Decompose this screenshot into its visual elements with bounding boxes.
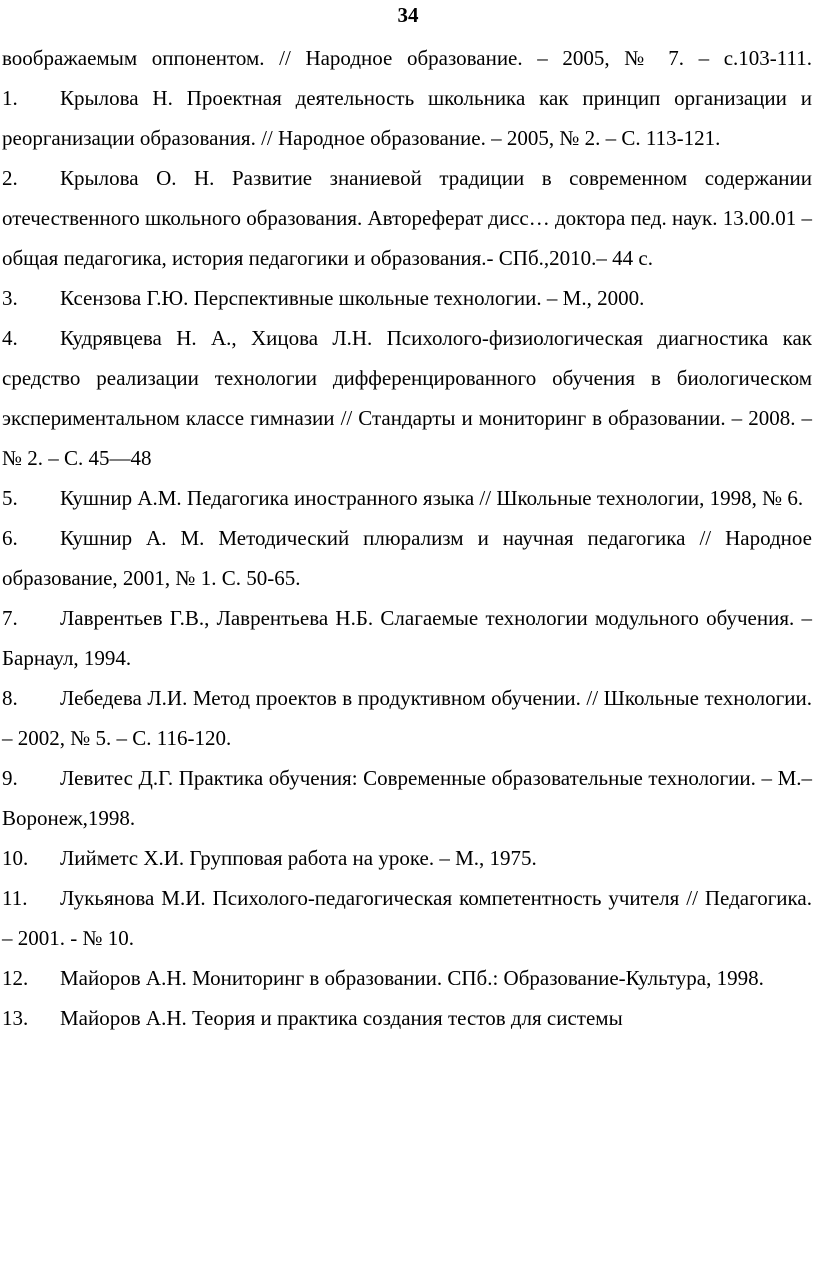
reference-item xyxy=(2,958,812,998)
reference-item xyxy=(2,838,812,878)
reference-text: Лукьянова М.И. Психолого-педагогическая компетентность учителя // Педагогика. – 2001. - № 10. xyxy=(2,886,812,950)
reference-item xyxy=(2,278,812,318)
reference-item xyxy=(2,478,812,518)
reference-text: Крылова Н. Проектная деятельность школьника как принцип организации и реорганизации образования. // Народное образование. – 2005, № 2. – С. 113-121. xyxy=(2,86,812,150)
reference-number: 6. xyxy=(2,526,18,550)
reference-number: 11. xyxy=(2,886,28,910)
reference-item xyxy=(2,78,812,158)
reference-item xyxy=(2,758,812,838)
reference-number: 10. xyxy=(2,846,29,870)
reference-text: Майоров А.Н. Теория и практика создания тестов для системы xyxy=(60,1006,623,1030)
reference-text: Ксензова Г.Ю. Перспективные школьные технологии. – М., 2000. xyxy=(60,286,645,310)
reference-text: Лебедева Л.И. Метод проектов в продуктивном обучении. // Школьные технологии. – 2002, № 5. – С. 116-120. xyxy=(2,686,812,750)
reference-number: 4. xyxy=(2,326,18,350)
reference-text: Кушнир А.М. Педагогика иностранного языка // Школьные технологии, 1998, № 6. xyxy=(60,486,804,510)
reference-item xyxy=(2,518,812,598)
reference-number: 9. xyxy=(2,766,18,790)
reference-item xyxy=(2,878,812,958)
reference-item xyxy=(2,678,812,758)
reference-text: Кушнир А. М. Методический плюрализм и научная педагогика // Народное образование, 2001, № 1. С. 50-65. xyxy=(2,526,812,590)
reference-text: Крылова О. Н. Развитие знаниевой традиции в современном содержании отечественного школьного образования. Автореферат дисс… доктора пед. наук. 13.00.01 – общая педагогика, история педагогики и образования.- СПб.,2010.– 44 с. xyxy=(2,166,812,270)
reference-number: 8. xyxy=(2,686,18,710)
reference-item xyxy=(2,998,812,1038)
page-number: 34 xyxy=(397,3,419,27)
reference-number: 2. xyxy=(2,166,18,190)
reference-text: Левитес Д.Г. Практика обучения: Современные образовательные технологии. – М.– Воронеж,1998. xyxy=(2,766,812,830)
reference-text: Лийметс Х.И. Групповая работа на уроке. – М., 1975. xyxy=(60,846,537,870)
reference-number: 1. xyxy=(2,86,18,110)
reference-text: Лаврентьев Г.В., Лаврентьева Н.Б. Слагаемые технологии модульного обучения. – Барнаул, 1994. xyxy=(2,606,812,670)
reference-text: Майоров А.Н. Мониторинг в образовании. СПб.: Образование-Культура, 1998. xyxy=(60,966,764,990)
reference-number: 12. xyxy=(2,966,29,990)
reference-text: Кудрявцева Н. А., Хицова Л.Н. Психолого-физиологическая диагностика как средство реализации технологии дифференцированного обучения в биологическом экспериментальном классе гимназии // Стандарты и мониторинг в образовании. – 2008. – № 2. – С. 45—48 xyxy=(2,326,812,470)
reference-item xyxy=(2,318,812,478)
reference-number: 5. xyxy=(2,486,18,510)
reference-number: 7. xyxy=(2,606,18,630)
reference-number: 3. xyxy=(2,286,18,310)
reference-continuation: воображаемым оппонентом. // Народное образование. – 2005, № 7. – с.103-111. xyxy=(2,46,812,70)
reference-item xyxy=(2,158,812,278)
reference-item xyxy=(2,598,812,678)
reference-number: 13. xyxy=(2,1006,29,1030)
reference-list xyxy=(2,38,812,1038)
